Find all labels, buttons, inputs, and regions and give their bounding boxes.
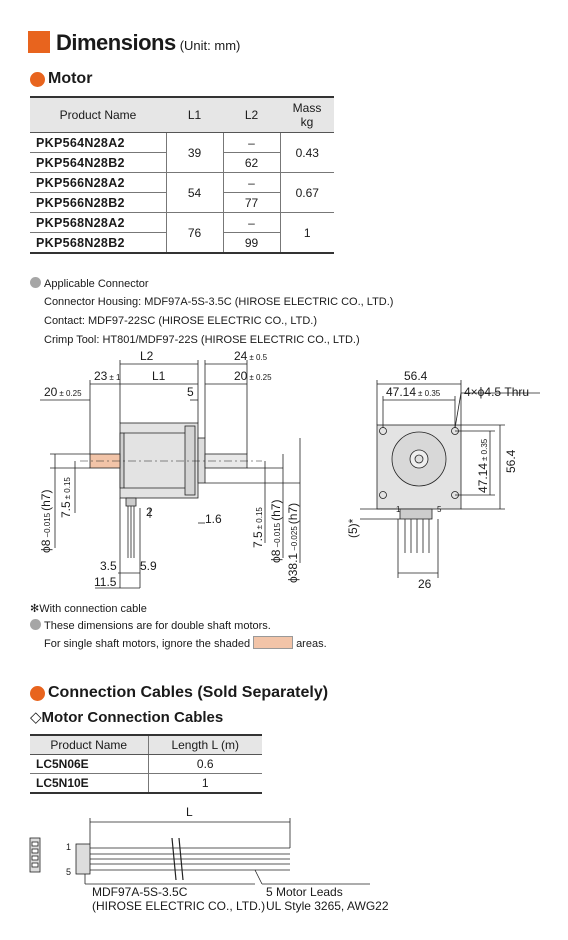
dim-5-star: (5)* [346,518,360,538]
gray-bullet-icon [30,277,41,288]
product-name-cell: LC5N10E [30,774,148,794]
dim-1-6: 1.6 [205,512,222,526]
dim-7-5-right: 7.5± 0.15 [251,507,265,548]
dim-l2: L2 [140,349,154,363]
dim-5: 5 [187,385,194,399]
table-row [30,133,334,153]
dim-26: 26 [418,577,432,591]
dim-47-14: 47.14 ± 0.35 [386,385,441,399]
product-name-cell: PKP564N28A2 [30,133,166,153]
dim-phi8-right: ϕ8−0.015(h7) [269,499,283,563]
single-shaft-note: For single shaft motors, ignore the shaded areas. [44,638,327,650]
motor-heading [30,70,92,88]
dim-phi8-left: ϕ8−0.015(h7) [39,489,53,553]
connector-side-view [76,844,90,874]
leads-count: 5 Motor Leads [266,885,343,899]
page-title [28,28,240,56]
dim-56-4-vertical: 56.4 [504,449,518,473]
length-cell: 1 [148,774,262,794]
col-length: Length L (m) [148,735,262,755]
leads-spec: UL Style 3265, AWG22 [266,899,389,913]
l2-cell: – [223,173,280,193]
connector-heading: Applicable Connector [30,275,149,293]
l1-cell: 39 [166,133,223,173]
product-name-cell: LC5N06E [30,755,148,774]
dim-56-4: 56.4 [404,369,428,383]
table-header-row [30,735,262,755]
shaded-area-swatch [253,636,293,649]
dim-5-9: 5.9 [140,559,157,573]
connector-crimp: Crimp Tool: HT801/MDF97-22S (HIROSE ELECTRIC CO., LTD.) [44,334,360,346]
l2-cell: 62 [223,153,280,173]
col-product-name: Product Name [30,735,148,755]
cable-table [30,734,262,794]
cable-pin-5: 5 [66,867,72,877]
cable-length-label: L [186,805,193,819]
cables-heading [30,684,328,702]
gray-bullet-icon [30,619,41,630]
cables-heading-text: Connection Cables (Sold Separately) [48,684,329,701]
title-marker-icon [28,31,50,53]
product-name-cell: PKP564N28B2 [30,153,166,173]
table-header-row [30,97,334,133]
l2-cell: – [223,213,280,233]
l1-cell: 54 [166,173,223,213]
product-name-cell: PKP566N28A2 [30,173,166,193]
connector-contact: Contact: MDF97-22SC (HIROSE ELECTRIC CO., LTD.) [44,315,318,327]
dim-47-14-vertical: 47.14± 0.35 [476,438,490,493]
connector-housing: Connector Housing: MDF97A-5S-3.5C (HIROSE ELECTRIC CO., LTD.) [44,296,394,308]
dim-24: 24 ± 0.5 [234,349,268,363]
front-pin-1: 1 [396,505,401,514]
length-cell: 0.6 [148,755,262,774]
double-shaft-note: These dimensions are for double shaft motors. [30,617,271,635]
mass-cell: 0.43 [280,133,334,173]
col-l2: L2 [223,97,280,133]
l1-cell: 76 [166,213,223,254]
col-product-name: Product Name [30,97,166,133]
cable-pin-1: 1 [66,842,72,852]
l2-cell: 99 [223,233,280,254]
col-l1: L1 [166,97,223,133]
table-row [30,173,334,193]
dim-20-left: 20 ± 0.25 [44,385,82,399]
l2-cell: – [223,133,280,153]
cable-note: ✻With connection cable [30,603,147,615]
mass-cell: 0.67 [280,173,334,213]
dim-20-right: 20 ± 0.25 [234,369,272,383]
orange-bullet-icon [30,686,45,701]
motor-dimension-drawing [0,348,568,598]
orange-bullet-icon [30,72,45,87]
connector-model: MDF97A-5S-3.5C [92,885,188,899]
dim-3-5: 3.5 [100,559,117,573]
motor-table [30,96,334,254]
dim-holes: 4×ϕ4.5 Thru [464,385,530,399]
product-name-cell: PKP568N28B2 [30,233,166,254]
cable-drawing [0,800,568,930]
dim-7-5-left: 7.5± 0.15 [59,477,73,518]
connector-maker: (HIROSE ELECTRIC CO., LTD.) [92,899,266,913]
dim-2: 2 [146,505,153,519]
dim-l1: L1 [152,369,166,383]
title-main: Dimensions [56,30,176,55]
product-name-cell: PKP568N28A2 [30,213,166,233]
title-unit: (Unit: mm) [179,38,241,53]
cables-subheading: ◇Motor Connection Cables [30,709,224,726]
dim-11-5: 11.5 [94,575,117,589]
motor-heading-text: Motor [48,70,93,87]
l2-cell: 77 [223,193,280,213]
table-row [30,755,262,774]
dim-phi38-1: ϕ38.1−0.025(h7) [286,502,300,583]
product-name-cell: PKP566N28B2 [30,193,166,213]
table-row [30,213,334,233]
mass-cell: 1 [280,213,334,254]
dim-23: 23 ± 1 [94,369,121,383]
table-row [30,774,262,794]
col-mass: Mass kg [280,97,334,133]
front-pin-5: 5 [437,505,442,514]
